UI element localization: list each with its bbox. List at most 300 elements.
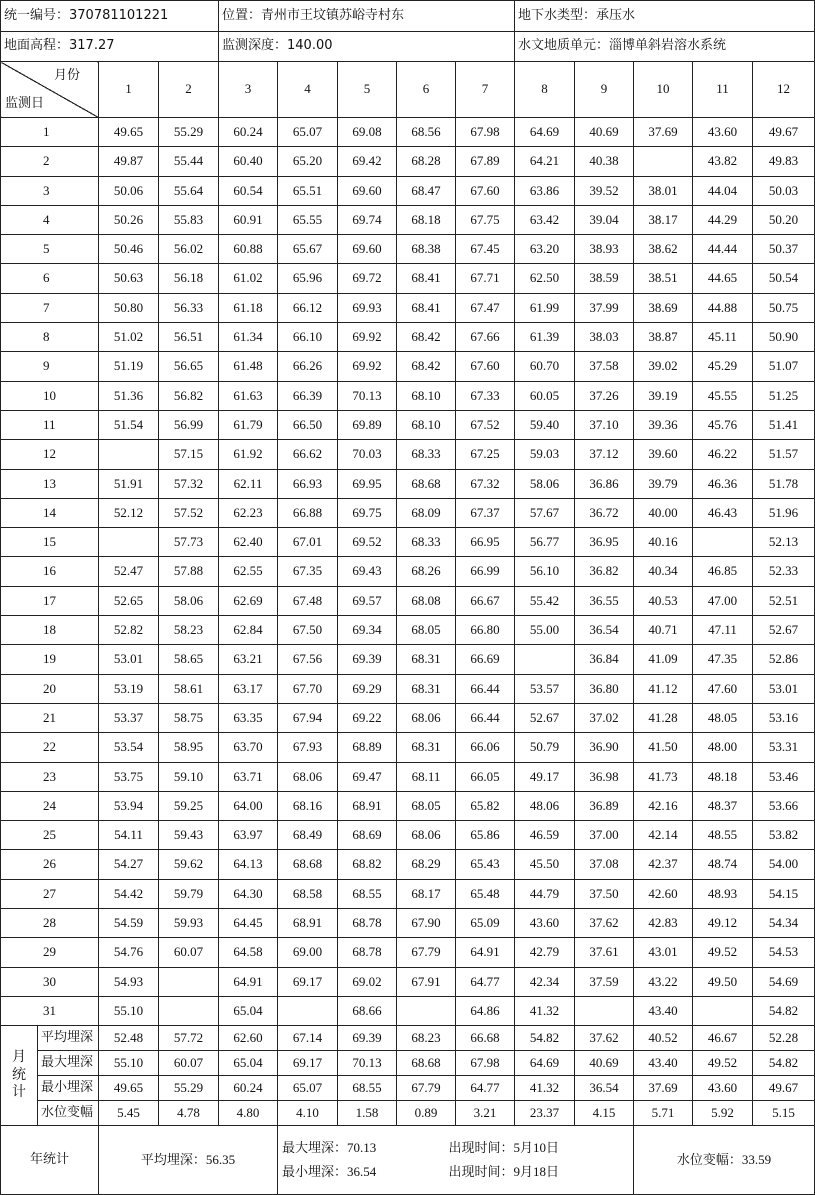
depth-cell: 53.01 [753, 674, 815, 703]
depth-cell: 52.47 [99, 557, 159, 586]
depth-cell: 37.69 [634, 118, 693, 147]
day-number: 6 [1, 264, 99, 293]
day-number: 7 [1, 293, 99, 322]
depth-cell: 37.12 [575, 440, 634, 469]
depth-cell: 67.91 [397, 967, 456, 996]
depth-cell: 46.43 [693, 498, 753, 527]
depth-cell: 37.02 [575, 703, 634, 732]
depth-cell: 68.69 [338, 821, 397, 850]
stat-cell: 46.67 [693, 1026, 753, 1051]
stat-row [1, 1101, 815, 1126]
depth-cell: 40.69 [575, 118, 634, 147]
depth-cell: 48.37 [693, 791, 753, 820]
table-row [1, 616, 815, 645]
month-header: 10 [634, 62, 693, 118]
depth-cell: 48.05 [693, 703, 753, 732]
depth-cell: 66.39 [278, 381, 338, 410]
table-row [1, 235, 815, 264]
table-row [1, 469, 815, 498]
depth-cell: 65.04 [219, 996, 278, 1025]
depth-cell: 56.77 [515, 528, 575, 557]
location: 位置：青州市王坟镇苏峪寺村东 [219, 1, 515, 32]
depth-cell: 65.43 [456, 850, 515, 879]
stat-cell: 70.13 [338, 1051, 397, 1076]
table-row [1, 733, 815, 762]
table-row [1, 938, 815, 967]
depth-cell: 64.77 [456, 967, 515, 996]
stat-cell: 0.89 [397, 1101, 456, 1126]
depth-cell: 68.41 [397, 293, 456, 322]
table-row [1, 205, 815, 234]
depth-cell: 48.18 [693, 762, 753, 791]
table-row [1, 674, 815, 703]
depth-cell: 68.11 [397, 762, 456, 791]
depth-cell: 64.91 [219, 967, 278, 996]
depth-cell: 45.76 [693, 410, 753, 439]
depth-cell: 66.80 [456, 616, 515, 645]
depth-cell: 48.06 [515, 791, 575, 820]
depth-cell: 54.15 [753, 879, 815, 908]
depth-cell: 69.17 [278, 967, 338, 996]
depth-cell: 46.85 [693, 557, 753, 586]
depth-cell [99, 528, 159, 557]
depth-cell: 63.70 [219, 733, 278, 762]
depth-cell: 58.06 [515, 469, 575, 498]
stat-cell: 40.69 [575, 1051, 634, 1076]
day-number: 19 [1, 645, 99, 674]
depth-cell: 68.33 [397, 440, 456, 469]
table-row [1, 264, 815, 293]
stat-cell: 40.52 [634, 1026, 693, 1051]
depth-cell: 67.71 [456, 264, 515, 293]
day-number: 8 [1, 323, 99, 352]
depth-cell [159, 967, 219, 996]
depth-cell: 54.00 [753, 850, 815, 879]
depth-cell: 69.43 [338, 557, 397, 586]
depth-cell: 37.50 [575, 879, 634, 908]
depth-cell: 49.50 [693, 967, 753, 996]
depth-cell: 68.49 [278, 821, 338, 850]
depth-cell: 64.91 [456, 938, 515, 967]
depth-cell: 60.40 [219, 147, 278, 176]
depth-cell: 67.56 [278, 645, 338, 674]
table-row [1, 909, 815, 938]
depth-cell: 68.31 [397, 733, 456, 762]
depth-cell: 58.06 [159, 586, 219, 615]
depth-cell: 68.91 [278, 909, 338, 938]
day-number: 20 [1, 674, 99, 703]
depth-cell: 67.01 [278, 528, 338, 557]
month-header-row [1, 62, 815, 118]
yearly-min-time: 出现时间：9月18日 [448, 1164, 560, 1180]
stat-cell: 43.40 [634, 1051, 693, 1076]
depth-cell: 48.74 [693, 850, 753, 879]
depth-cell: 64.13 [219, 850, 278, 879]
depth-cell: 47.11 [693, 616, 753, 645]
depth-cell: 42.60 [634, 879, 693, 908]
depth-cell: 68.05 [397, 791, 456, 820]
depth-cell: 69.89 [338, 410, 397, 439]
depth-cell: 51.36 [99, 381, 159, 410]
stat-cell: 5.45 [99, 1101, 159, 1126]
table-row [1, 176, 815, 205]
depth-cell: 46.59 [515, 821, 575, 850]
depth-cell: 39.36 [634, 410, 693, 439]
stat-cell: 68.23 [397, 1026, 456, 1051]
depth-cell: 63.71 [219, 762, 278, 791]
depth-cell: 56.99 [159, 410, 219, 439]
depth-cell: 48.93 [693, 879, 753, 908]
depth-cell: 68.78 [338, 909, 397, 938]
depth-cell: 65.07 [278, 118, 338, 147]
depth-cell: 57.52 [159, 498, 219, 527]
depth-cell: 69.72 [338, 264, 397, 293]
depth-cell: 46.22 [693, 440, 753, 469]
depth-cell: 60.05 [515, 381, 575, 410]
depth-cell: 53.19 [99, 674, 159, 703]
day-number: 3 [1, 176, 99, 205]
depth-cell: 53.82 [753, 821, 815, 850]
month-header: 12 [753, 62, 815, 118]
depth-cell: 37.99 [575, 293, 634, 322]
depth-cell: 39.60 [634, 440, 693, 469]
depth-cell: 61.79 [219, 410, 278, 439]
depth-cell: 67.89 [456, 147, 515, 176]
depth-cell: 51.41 [753, 410, 815, 439]
yearly-max-depth: 最大埋深：70.13 [282, 1139, 377, 1155]
day-number: 13 [1, 469, 99, 498]
depth-cell: 38.87 [634, 323, 693, 352]
depth-cell: 37.58 [575, 352, 634, 381]
table-row [1, 381, 815, 410]
stat-row [1, 1026, 815, 1051]
depth-cell: 45.11 [693, 323, 753, 352]
day-number: 12 [1, 440, 99, 469]
ground-elevation: 地面高程：317.27 [1, 32, 219, 62]
day-number: 4 [1, 205, 99, 234]
depth-cell: 49.83 [753, 147, 815, 176]
depth-cell: 37.00 [575, 821, 634, 850]
depth-cell: 69.42 [338, 147, 397, 176]
day-number: 28 [1, 909, 99, 938]
depth-cell: 63.35 [219, 703, 278, 732]
depth-cell: 66.93 [278, 469, 338, 498]
depth-cell: 57.73 [159, 528, 219, 557]
stat-cell: 55.29 [159, 1076, 219, 1101]
stat-cell: 54.82 [753, 1051, 815, 1076]
depth-cell: 69.08 [338, 118, 397, 147]
depth-cell: 67.25 [456, 440, 515, 469]
table-row [1, 791, 815, 820]
depth-cell: 69.29 [338, 674, 397, 703]
depth-cell: 56.18 [159, 264, 219, 293]
depth-cell: 68.29 [397, 850, 456, 879]
depth-cell: 55.44 [159, 147, 219, 176]
depth-cell: 44.44 [693, 235, 753, 264]
depth-cell: 41.32 [515, 996, 575, 1025]
stat-cell: 5.71 [634, 1101, 693, 1126]
depth-cell: 68.78 [338, 938, 397, 967]
depth-cell: 59.62 [159, 850, 219, 879]
depth-cell: 56.02 [159, 235, 219, 264]
depth-cell: 38.59 [575, 264, 634, 293]
depth-cell: 43.60 [693, 118, 753, 147]
depth-cell: 37.08 [575, 850, 634, 879]
depth-cell: 53.01 [99, 645, 159, 674]
depth-cell: 38.17 [634, 205, 693, 234]
depth-cell: 58.65 [159, 645, 219, 674]
depth-cell [99, 440, 159, 469]
depth-cell: 38.51 [634, 264, 693, 293]
depth-cell: 53.31 [753, 733, 815, 762]
depth-cell: 66.44 [456, 703, 515, 732]
depth-cell: 66.44 [456, 674, 515, 703]
depth-cell: 37.26 [575, 381, 634, 410]
depth-cell: 68.68 [278, 850, 338, 879]
monitoring-depth: 监测深度：140.00 [219, 32, 515, 62]
depth-cell: 54.34 [753, 909, 815, 938]
depth-cell: 49.87 [99, 147, 159, 176]
depth-cell [693, 996, 753, 1025]
depth-cell: 69.60 [338, 176, 397, 205]
table-row [1, 762, 815, 791]
depth-cell: 43.01 [634, 938, 693, 967]
day-number: 9 [1, 352, 99, 381]
stat-cell: 57.72 [159, 1026, 219, 1051]
depth-cell: 67.50 [278, 616, 338, 645]
depth-cell: 59.10 [159, 762, 219, 791]
depth-cell: 41.50 [634, 733, 693, 762]
depth-cell: 51.57 [753, 440, 815, 469]
depth-cell: 59.43 [159, 821, 219, 850]
day-number: 29 [1, 938, 99, 967]
depth-cell: 62.69 [219, 586, 278, 615]
depth-cell: 64.30 [219, 879, 278, 908]
depth-cell [575, 996, 634, 1025]
depth-cell: 57.15 [159, 440, 219, 469]
stat-cell: 5.92 [693, 1101, 753, 1126]
depth-cell: 69.57 [338, 586, 397, 615]
yearly-average-depth: 平均埋深：56.35 [99, 1126, 278, 1195]
depth-cell: 37.59 [575, 967, 634, 996]
depth-cell: 51.25 [753, 381, 815, 410]
yearly-max-time: 出现时间：5月10日 [448, 1139, 560, 1155]
table-row [1, 147, 815, 176]
day-number: 1 [1, 118, 99, 147]
depth-cell: 36.80 [575, 674, 634, 703]
stat-cell: 49.65 [99, 1076, 159, 1101]
depth-cell: 68.89 [338, 733, 397, 762]
depth-cell: 43.22 [634, 967, 693, 996]
yearly-stats-label: 年统计 [1, 1126, 99, 1195]
depth-cell: 40.71 [634, 616, 693, 645]
depth-cell: 56.51 [159, 323, 219, 352]
depth-cell: 68.18 [397, 205, 456, 234]
depth-cell: 67.32 [456, 469, 515, 498]
depth-cell: 50.46 [99, 235, 159, 264]
depth-cell: 70.03 [338, 440, 397, 469]
depth-cell: 68.26 [397, 557, 456, 586]
month-header: 2 [159, 62, 219, 118]
stat-cell: 5.15 [753, 1101, 815, 1126]
depth-cell: 68.06 [278, 762, 338, 791]
depth-cell: 52.67 [753, 616, 815, 645]
depth-cell: 68.10 [397, 410, 456, 439]
depth-cell: 50.37 [753, 235, 815, 264]
depth-cell: 55.29 [159, 118, 219, 147]
depth-cell: 58.75 [159, 703, 219, 732]
depth-cell: 44.29 [693, 205, 753, 234]
depth-cell: 60.88 [219, 235, 278, 264]
stat-cell: 54.82 [515, 1026, 575, 1051]
stat-cell: 62.60 [219, 1026, 278, 1051]
depth-cell: 69.02 [338, 967, 397, 996]
depth-cell: 51.54 [99, 410, 159, 439]
depth-cell: 61.02 [219, 264, 278, 293]
depth-cell: 58.95 [159, 733, 219, 762]
depth-cell: 67.48 [278, 586, 338, 615]
stat-cell: 67.79 [397, 1076, 456, 1101]
depth-cell: 60.24 [219, 118, 278, 147]
stat-cell: 36.54 [575, 1076, 634, 1101]
table-row [1, 498, 815, 527]
depth-cell: 65.86 [456, 821, 515, 850]
depth-cell: 46.36 [693, 469, 753, 498]
stat-label: 平均埋深 [38, 1026, 99, 1051]
depth-cell: 54.82 [753, 996, 815, 1025]
depth-cell: 65.51 [278, 176, 338, 205]
depth-cell: 68.56 [397, 118, 456, 147]
depth-cell: 62.55 [219, 557, 278, 586]
depth-cell: 67.70 [278, 674, 338, 703]
day-number: 10 [1, 381, 99, 410]
depth-cell: 55.64 [159, 176, 219, 205]
depth-cell: 69.74 [338, 205, 397, 234]
depth-cell: 65.09 [456, 909, 515, 938]
monthly-stats-label: 月统计 [1, 1026, 38, 1126]
depth-cell: 66.06 [456, 733, 515, 762]
station-id: 统一编号：370781101221 [1, 1, 219, 32]
stat-cell: 68.68 [397, 1051, 456, 1076]
month-header: 5 [338, 62, 397, 118]
stat-label: 水位变幅 [38, 1101, 99, 1126]
depth-cell: 66.99 [456, 557, 515, 586]
yearly-min-depth: 最小埋深：36.54 [282, 1164, 377, 1180]
stat-cell: 4.78 [159, 1101, 219, 1126]
depth-cell: 55.10 [99, 996, 159, 1025]
stat-cell: 60.07 [159, 1051, 219, 1076]
stat-cell: 37.62 [575, 1026, 634, 1051]
day-number: 26 [1, 850, 99, 879]
depth-cell: 56.65 [159, 352, 219, 381]
day-number: 27 [1, 879, 99, 908]
depth-cell: 50.75 [753, 293, 815, 322]
month-header: 7 [456, 62, 515, 118]
depth-cell: 39.04 [575, 205, 634, 234]
stat-cell: 4.15 [575, 1101, 634, 1126]
yearly-stats-row [1, 1126, 815, 1195]
depth-cell: 38.69 [634, 293, 693, 322]
day-number: 30 [1, 967, 99, 996]
day-number: 21 [1, 703, 99, 732]
depth-cell: 55.00 [515, 616, 575, 645]
depth-cell: 65.82 [456, 791, 515, 820]
depth-cell: 58.61 [159, 674, 219, 703]
month-header: 1 [99, 62, 159, 118]
depth-cell: 53.94 [99, 791, 159, 820]
stat-cell: 4.80 [219, 1101, 278, 1126]
depth-cell: 68.05 [397, 616, 456, 645]
depth-cell: 69.00 [278, 938, 338, 967]
day-number: 11 [1, 410, 99, 439]
depth-cell: 52.86 [753, 645, 815, 674]
depth-cell: 70.13 [338, 381, 397, 410]
table-row [1, 293, 815, 322]
depth-cell: 52.33 [753, 557, 815, 586]
depth-cell: 54.27 [99, 850, 159, 879]
depth-cell: 66.88 [278, 498, 338, 527]
header-row-2 [1, 32, 815, 62]
depth-cell: 53.54 [99, 733, 159, 762]
day-number: 17 [1, 586, 99, 615]
depth-cell: 51.78 [753, 469, 815, 498]
depth-cell: 36.84 [575, 645, 634, 674]
depth-cell: 64.21 [515, 147, 575, 176]
depth-cell: 49.17 [515, 762, 575, 791]
depth-cell: 49.65 [99, 118, 159, 147]
day-number: 24 [1, 791, 99, 820]
depth-cell: 50.06 [99, 176, 159, 205]
depth-cell: 50.54 [753, 264, 815, 293]
depth-cell: 64.45 [219, 909, 278, 938]
depth-cell: 64.69 [515, 118, 575, 147]
depth-cell: 43.40 [634, 996, 693, 1025]
depth-cell: 50.20 [753, 205, 815, 234]
header-row-1 [1, 1, 815, 32]
depth-cell: 63.17 [219, 674, 278, 703]
depth-cell: 67.66 [456, 323, 515, 352]
depth-cell: 68.16 [278, 791, 338, 820]
table-row [1, 440, 815, 469]
depth-cell: 41.09 [634, 645, 693, 674]
depth-cell: 51.02 [99, 323, 159, 352]
depth-cell: 40.53 [634, 586, 693, 615]
depth-cell: 52.82 [99, 616, 159, 645]
depth-cell: 61.18 [219, 293, 278, 322]
depth-cell: 57.32 [159, 469, 219, 498]
day-number: 31 [1, 996, 99, 1025]
depth-cell: 44.79 [515, 879, 575, 908]
depth-cell: 67.60 [456, 352, 515, 381]
depth-cell: 65.55 [278, 205, 338, 234]
depth-cell: 61.92 [219, 440, 278, 469]
depth-cell: 68.41 [397, 264, 456, 293]
depth-cell [693, 528, 753, 557]
depth-cell: 67.33 [456, 381, 515, 410]
month-header: 8 [515, 62, 575, 118]
depth-cell: 54.59 [99, 909, 159, 938]
depth-cell: 52.12 [99, 498, 159, 527]
depth-cell: 68.06 [397, 703, 456, 732]
depth-cell: 68.06 [397, 821, 456, 850]
stat-cell: 65.07 [278, 1076, 338, 1101]
depth-cell: 67.75 [456, 205, 515, 234]
stat-cell: 68.55 [338, 1076, 397, 1101]
depth-cell: 68.47 [397, 176, 456, 205]
table-row [1, 879, 815, 908]
depth-cell: 42.16 [634, 791, 693, 820]
depth-cell: 36.95 [575, 528, 634, 557]
